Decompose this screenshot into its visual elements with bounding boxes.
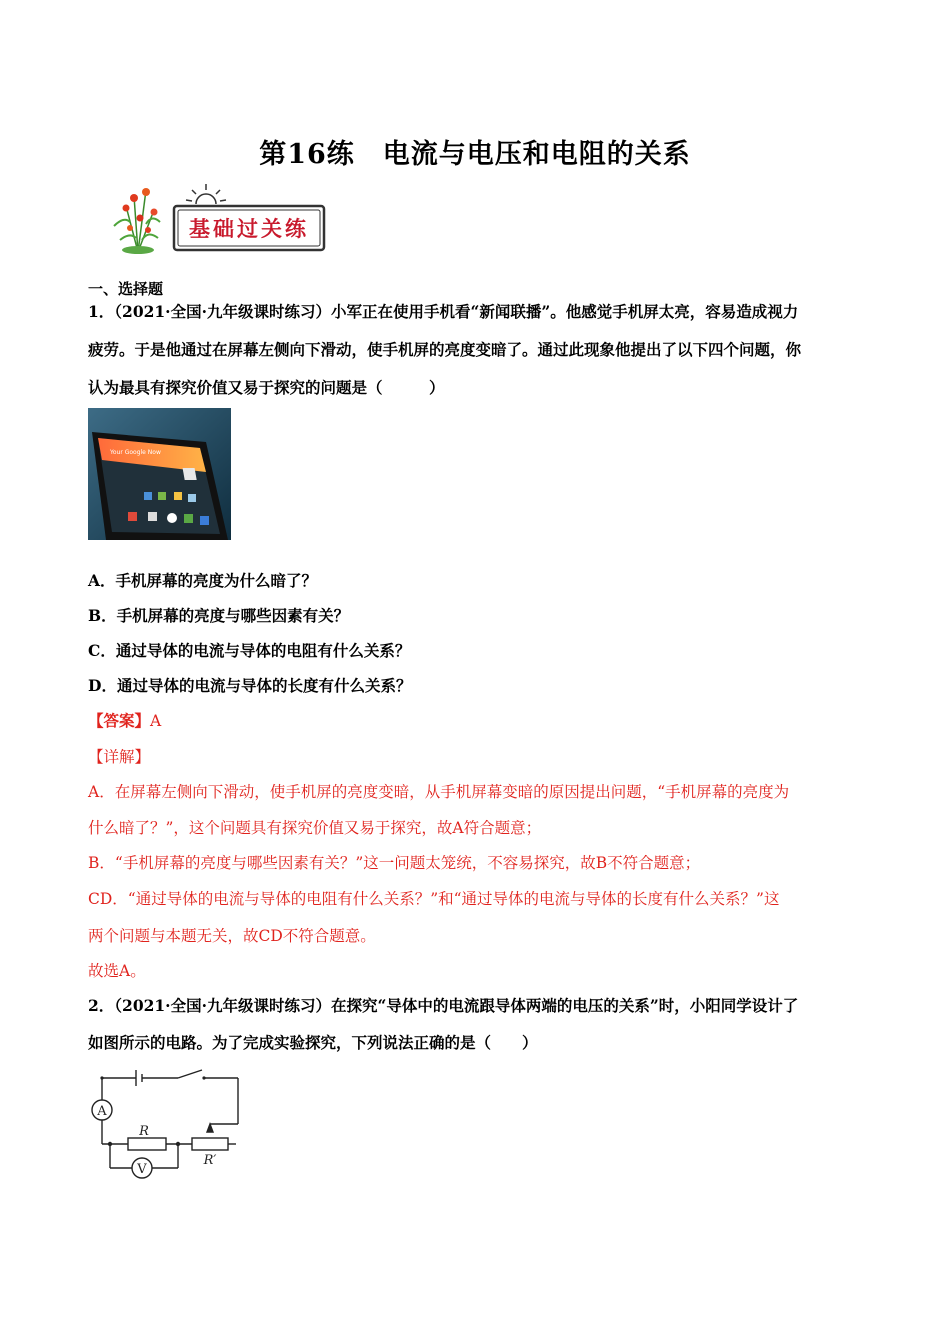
rheostat-r-prime	[192, 1138, 228, 1150]
q1-stem-line-2: 疲劳。于是他通过在屏幕左侧向下滑动，使手机屏的亮度变暗了。通过此现象他提出了以下四个问题，你	[88, 340, 802, 359]
answer-label: 【答案】	[88, 711, 151, 730]
q1-option-c: C．通过导体的电流与导体的电阻有什么关系？	[88, 641, 411, 660]
detail-line-1: A．在屏幕左侧向下滑动，使手机屏的亮度变暗，从手机屏幕变暗的原因提出问题，“手机屏幕的亮度为	[88, 783, 790, 801]
detail-line-2: 什么暗了？”，这个问题具有探究价值又易于探究，故A符合题意；	[88, 819, 542, 837]
detail-line-6: 故选A。	[88, 962, 146, 980]
banner-label: 基础过关练	[189, 216, 309, 241]
q1-option-b: B．手机屏幕的亮度与哪些因素有关？	[88, 606, 350, 625]
q1-stem-line-1: 1．（2021·全国·九年级课时练习）小军正在使用手机看“新闻联播”。他感觉手机屏太亮，容易造成视力	[88, 302, 799, 321]
rheostat-label: R′	[203, 1153, 217, 1168]
q1-option-a: A．手机屏幕的亮度为什么暗了？	[88, 571, 318, 590]
detail-line-5: 两个问题与本题无关，故CD不符合题意。	[88, 927, 376, 945]
detail-line-3: B．“手机屏幕的亮度与哪些因素有关？”这一问题太笼统，不容易探究，故B不符合题意；	[88, 854, 701, 872]
ammeter-label: A	[97, 1104, 107, 1119]
q1-stem-line-3: 认为最具有探究价值又易于探究的问题是（ ）	[88, 378, 445, 397]
q2-stem-line-1: 2．（2021·全国·九年级课时练习）在探究“导体中的电流跟导体两端的电压的关系”时，小阳同学设计了	[88, 996, 799, 1015]
section-heading: 一、选择题	[88, 280, 164, 298]
detail-line-4: CD．“通过导体的电流与导体的电阻有什么关系？”和“通过导体的电流与导体的长度有什么关系？”这	[88, 890, 780, 908]
phone-photo	[88, 408, 231, 540]
sun-icon	[186, 184, 226, 204]
q1-option-d: D．通过导体的电流与导体的长度有什么关系？	[88, 676, 412, 695]
q1-answer	[88, 711, 161, 731]
phone-screen-text: Your Google Now	[110, 449, 161, 456]
resistor-label: R	[139, 1124, 149, 1139]
banner-illustration	[100, 176, 332, 256]
page-title: 第16练 电流与电压和电阻的关系	[259, 139, 691, 170]
detail-label: 【详解】	[88, 748, 151, 766]
switch-blade	[178, 1070, 202, 1078]
q2-stem-line-2: 如图所示的电路。为了完成实验探究，下列说法正确的是（ ）	[88, 1033, 538, 1052]
circuit-diagram	[86, 1066, 246, 1186]
flower-icon	[114, 188, 160, 254]
resistor-r	[128, 1138, 166, 1150]
voltmeter-label: V	[137, 1162, 147, 1177]
answer-value: A	[150, 712, 162, 730]
